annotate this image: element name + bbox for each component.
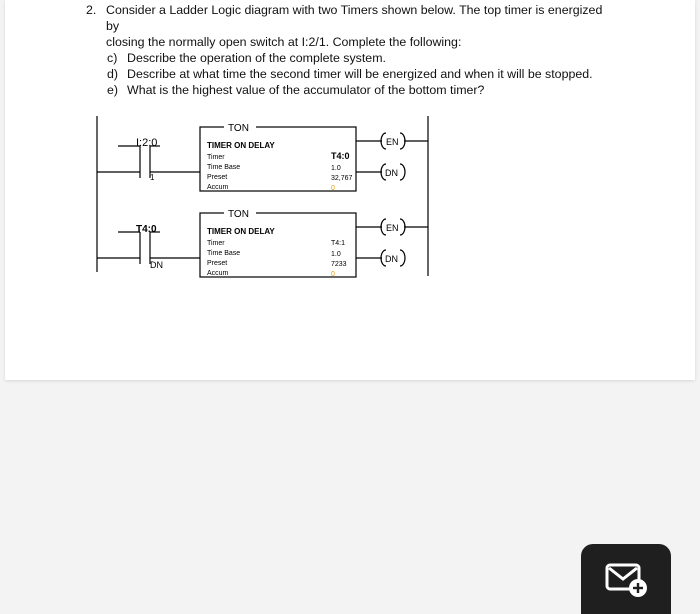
rung1-contact-address: I:2:0 [136, 137, 158, 149]
question-intro-line2: closing the normally open switch at I:2/1. Complete the following: [106, 35, 462, 49]
rung1-timer-title: TIMER ON DELAY [207, 141, 275, 150]
rung2-timer-header: TON [228, 209, 249, 220]
rung1-label-accum: Accum [207, 184, 229, 191]
compose-mail-button[interactable] [581, 544, 671, 614]
rung1-dn-label: DN [385, 168, 398, 178]
rung2-dn-coil-right [400, 250, 405, 266]
rung1-timer-value: T4:0 [331, 151, 350, 161]
question-part-e: e) What is the highest value of the accumulator of the bottom timer? [107, 83, 485, 97]
question-number: 2. [86, 3, 97, 17]
rung1-contact-bit: 1 [150, 173, 155, 182]
rung2-contact-bit: DN [150, 260, 163, 270]
question-intro-line1: Consider a Ladder Logic diagram with two Timers shown below. The top timer is energized by [106, 3, 603, 33]
rung1-timer-header: TON [228, 123, 249, 134]
rung1-dn-coil-right [400, 164, 405, 180]
rung2-contact-address: T4:0 [136, 224, 157, 235]
mail-add-icon [603, 559, 649, 599]
rung2-preset-value: 7233 [331, 261, 347, 268]
rung2-timer-title: TIMER ON DELAY [207, 227, 275, 236]
question-part-c: c) Describe the operation of the complete system. [107, 51, 386, 65]
rung2-label-preset: Preset [207, 260, 228, 267]
rung1-en-label: EN [386, 137, 399, 147]
rung1-label-timebase: Time Base [207, 164, 241, 171]
rung2-label-timebase: Time Base [207, 250, 241, 257]
rung1-timebase-value: 1.0 [331, 165, 341, 172]
rung2-label-timer: Timer [207, 240, 225, 247]
rung1-preset-value: 32,767 [331, 175, 353, 182]
rung2-timer-value: T4:1 [331, 240, 346, 247]
rung2-dn-label: DN [385, 254, 398, 264]
rung2-label-accum: Accum [207, 270, 229, 277]
rung2-accum-value: 0 [331, 271, 335, 278]
rung2-en-label: EN [386, 223, 399, 233]
question-part-d: d) Describe at what time the second timer will be energized and when it will be stopped. [107, 67, 593, 81]
rung1-accum-value: 0 [331, 185, 335, 192]
rung1-label-timer: Timer [207, 154, 225, 161]
rung1-label-preset: Preset [207, 174, 228, 181]
rung2-timebase-value: 1.0 [331, 251, 341, 258]
